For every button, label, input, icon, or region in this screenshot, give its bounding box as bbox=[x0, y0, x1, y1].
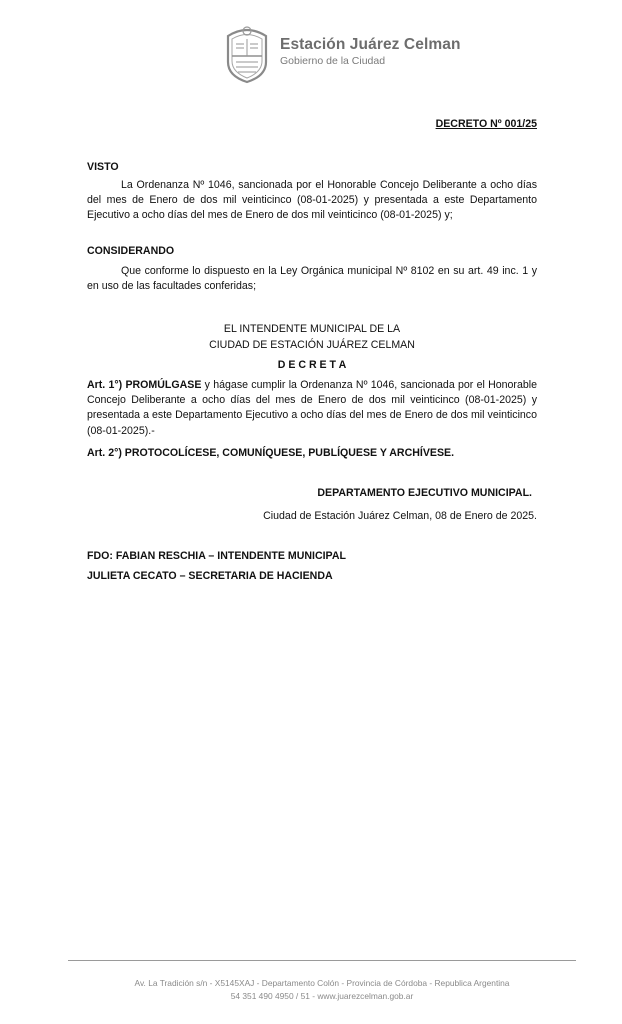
authority-line-2: CIUDAD DE ESTACIÓN JUÁREZ CELMAN bbox=[209, 339, 415, 351]
considerando-text: Que conforme lo dispuesto en la Ley Orgánica municipal Nº 8102 en su art. 49 inc. 1 y en uso de las facultades conferidas; bbox=[87, 265, 537, 293]
article-1-text: y hágase cumplir la Ordenanza Nº 1046, sancionada por el Honorable Concejo Deliberante a ocho días del mes de Enero de dos mil veinticinco (08-01-2025) y presentada a este Departamento Ejecutivo a ocho días del mes de Enero de dos mil veinticinco (08-01-2025).- bbox=[87, 379, 537, 437]
article-1-label: Art. 1°) PROMÚLGASE bbox=[87, 379, 202, 391]
footer-address: Av. La Tradición s/n - X5145XAJ - Departamento Colón - Provincia de Córdoba - Republica Argentina bbox=[134, 978, 510, 988]
place-and-date: Ciudad de Estación Juárez Celman, 08 de Enero de 2025. bbox=[263, 510, 537, 522]
footer-contact: 54 351 490 4950 / 51 - www.juarezcelman.gob.ar bbox=[230, 991, 414, 1001]
decreta-heading: D E C R E T A bbox=[277, 359, 347, 371]
visto-text: La Ordenanza Nº 1046, sancionada por el Honorable Concejo Deliberante a ocho días del mes de Enero de dos mil veinticinco (08-01-2025) y presentada a este Departamento Ejecutivo a ocho días del mes de Enero de dos mil veinticinco (08-01-2025) y; bbox=[87, 179, 537, 222]
org-subtitle: Gobierno de la Ciudad bbox=[280, 54, 386, 67]
article-1 bbox=[87, 378, 537, 439]
municipal-coat-of-arms-icon bbox=[222, 22, 272, 84]
considerando-heading: CONSIDERANDO bbox=[87, 245, 175, 257]
decree-number: DECRETO Nº 001/25 bbox=[435, 118, 537, 130]
signature-line-2: JULIETA CECATO – SECRETARIA DE HACIENDA bbox=[87, 570, 333, 582]
letterhead bbox=[222, 22, 461, 84]
authority-line-1: EL INTENDENTE MUNICIPAL DE LA bbox=[223, 323, 401, 335]
org-name: Estación Juárez Celman bbox=[280, 35, 461, 53]
signature-line-1: FDO: FABIAN RESCHIA – INTENDENTE MUNICIPAL bbox=[87, 550, 346, 562]
department-signature: DEPARTAMENTO EJECUTIVO MUNICIPAL. bbox=[317, 487, 532, 499]
visto-heading: VISTO bbox=[87, 161, 119, 173]
article-2: Art. 2°) PROTOCOLÍCESE, COMUNÍQUESE, PUBLÍQUESE Y ARCHÍVESE. bbox=[87, 447, 455, 459]
footer-divider bbox=[68, 960, 576, 961]
